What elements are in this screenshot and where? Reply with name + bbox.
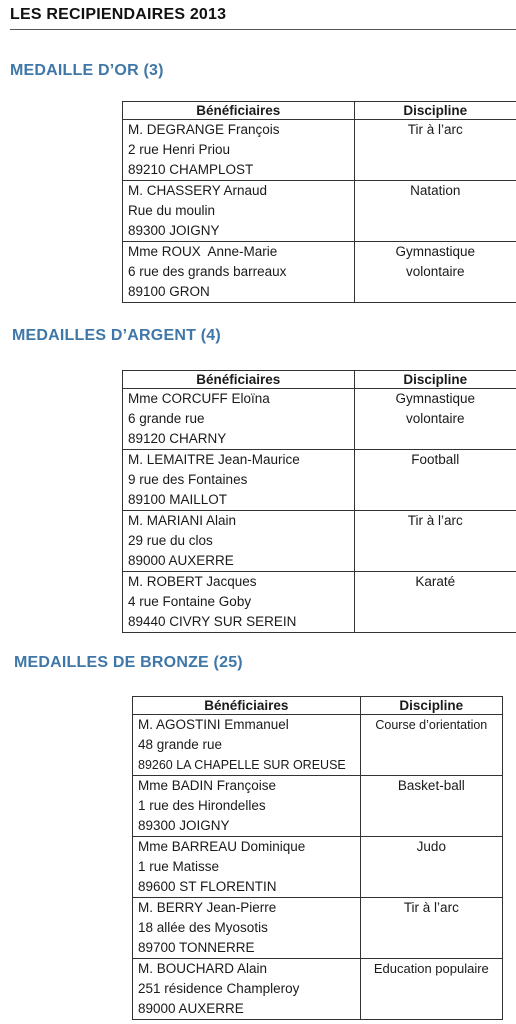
beneficiary-cell: [133, 715, 361, 776]
beneficiary-cell: [133, 776, 361, 837]
beneficiary-cell: [123, 389, 355, 450]
beneficiary-cell: [123, 511, 355, 572]
beneficiary-cell: [133, 898, 361, 959]
section-heading-gold: MEDAILLE D’OR (3): [10, 62, 164, 79]
table-row: [133, 776, 503, 837]
beneficiary-name: M. CHASSERY Arnaud: [128, 183, 268, 198]
beneficiary-cell: [123, 181, 355, 242]
beneficiary-name: M. AGOSTINI Emmanuel: [138, 717, 289, 732]
discipline-text: Football: [411, 452, 460, 467]
column-header-beneficiaires: Bénéficiaires: [133, 697, 361, 715]
beneficiary-city: 89300 JOIGNY: [128, 223, 220, 238]
column-header-discipline: Discipline: [360, 697, 502, 715]
discipline-cell: [360, 715, 502, 776]
beneficiary-name: Mme ROUX Anne-Marie: [128, 244, 278, 259]
table-row: [133, 898, 503, 959]
beneficiary-cell: [123, 242, 355, 303]
medal-table-silver: [122, 370, 516, 633]
table-header-row: [123, 102, 516, 120]
table-row: [123, 120, 516, 181]
beneficiary-city: 89100 GRON: [128, 284, 210, 299]
beneficiary-city: 89260 LA CHAPELLE SUR OREUSE: [138, 758, 346, 772]
beneficiary-name: M. ROBERT Jacques: [128, 574, 257, 589]
beneficiary-city: 89600 ST FLORENTIN: [138, 879, 277, 894]
beneficiary-address: 4 rue Fontaine Goby: [128, 594, 252, 609]
discipline-text: Tir à l’arc: [407, 513, 463, 528]
discipline-cell: [354, 389, 516, 450]
discipline-text: Natation: [410, 183, 461, 198]
discipline-cell: [360, 776, 502, 837]
beneficiary-address: 48 grande rue: [138, 737, 223, 752]
beneficiary-cell: [123, 450, 355, 511]
discipline-cell: [354, 120, 516, 181]
beneficiary-cell: [133, 959, 361, 1020]
table-header-row: [123, 371, 516, 389]
page-title: LES RECIPIENDAIRES 2013: [10, 6, 227, 23]
column-header-beneficiaires: Bénéficiaires: [123, 371, 355, 389]
beneficiary-address: 29 rue du clos: [128, 533, 213, 548]
beneficiary-city: 89120 CHARNY: [128, 431, 227, 446]
discipline-text: Judo: [416, 839, 446, 854]
discipline-text-line2: volontaire: [406, 411, 465, 426]
discipline-text: Tir à l’arc: [403, 900, 459, 915]
discipline-text: Basket-ball: [397, 778, 465, 793]
discipline-cell: [354, 511, 516, 572]
table-row: [133, 715, 503, 776]
beneficiary-address: 2 rue Henri Priou: [128, 142, 231, 157]
column-header-discipline: Discipline: [354, 102, 516, 120]
beneficiary-name: M. BOUCHARD Alain: [138, 961, 268, 976]
beneficiary-city: 89210 CHAMPLOST: [128, 162, 254, 177]
table-row: [133, 837, 503, 898]
table-row: [123, 511, 516, 572]
beneficiary-city: 89000 AUXERRE: [128, 553, 234, 568]
discipline-text: Karaté: [415, 574, 456, 589]
discipline-cell: [354, 242, 516, 303]
medal-table-bronze: [132, 696, 503, 1020]
beneficiary-city: 89300 JOIGNY: [138, 818, 230, 833]
table-row: [123, 389, 516, 450]
section-heading-bronze: MEDAILLES DE BRONZE (25): [14, 654, 243, 671]
discipline-cell: [360, 898, 502, 959]
beneficiary-name: Mme BARREAU Dominique: [138, 839, 306, 854]
beneficiary-name: M. MARIANI Alain: [128, 513, 237, 528]
discipline-text: Gymnastique: [395, 391, 476, 406]
beneficiary-address: Rue du moulin: [128, 203, 216, 218]
title-divider: [10, 29, 516, 30]
discipline-text: Tir à l’arc: [407, 122, 463, 137]
beneficiary-name: Mme CORCUFF Eloïna: [128, 391, 270, 406]
beneficiary-address: 6 rue des grands barreaux: [128, 264, 287, 279]
table-row: [123, 181, 516, 242]
discipline-text: Gymnastique: [395, 244, 476, 259]
beneficiary-name: M. LEMAITRE Jean-Maurice: [128, 452, 300, 467]
discipline-cell: [360, 837, 502, 898]
discipline-cell: [354, 572, 516, 633]
section-heading-silver: MEDAILLES D’ARGENT (4): [12, 327, 221, 344]
beneficiary-name: M. DEGRANGE François: [128, 122, 280, 137]
table-row: [123, 572, 516, 633]
beneficiary-city: 89100 MAILLOT: [128, 492, 228, 507]
beneficiary-name: M. BERRY Jean-Pierre: [138, 900, 277, 915]
beneficiary-address: 18 allée des Myosotis: [138, 920, 268, 935]
discipline-cell: [354, 450, 516, 511]
beneficiary-address: 1 rue Matisse: [138, 859, 220, 874]
beneficiary-address: 251 résidence Champleroy: [138, 981, 300, 996]
medal-table-gold: [122, 101, 516, 303]
discipline-text: Education populaire: [373, 961, 489, 976]
table-header-row: [133, 697, 503, 715]
discipline-cell: [354, 181, 516, 242]
discipline-text: Course d’orientation: [375, 718, 488, 732]
beneficiary-address: 6 grande rue: [128, 411, 205, 426]
beneficiary-address: 1 rue des Hirondelles: [138, 798, 266, 813]
beneficiary-address: 9 rue des Fontaines: [128, 472, 248, 487]
beneficiary-name: Mme BADIN Françoise: [138, 778, 277, 793]
table-row: [123, 450, 516, 511]
beneficiary-cell: [123, 120, 355, 181]
table-row: [123, 242, 516, 303]
beneficiary-city: 89440 CIVRY SUR SEREIN: [128, 614, 297, 629]
beneficiary-city: 89700 TONNERRE: [138, 940, 255, 955]
discipline-cell: [360, 959, 502, 1020]
beneficiary-cell: [123, 572, 355, 633]
column-header-beneficiaires: Bénéficiaires: [123, 102, 355, 120]
beneficiary-cell: [133, 837, 361, 898]
column-header-discipline: Discipline: [354, 371, 516, 389]
discipline-text-line2: volontaire: [406, 264, 465, 279]
table-row: [133, 959, 503, 1020]
beneficiary-city: 89000 AUXERRE: [138, 1001, 244, 1016]
